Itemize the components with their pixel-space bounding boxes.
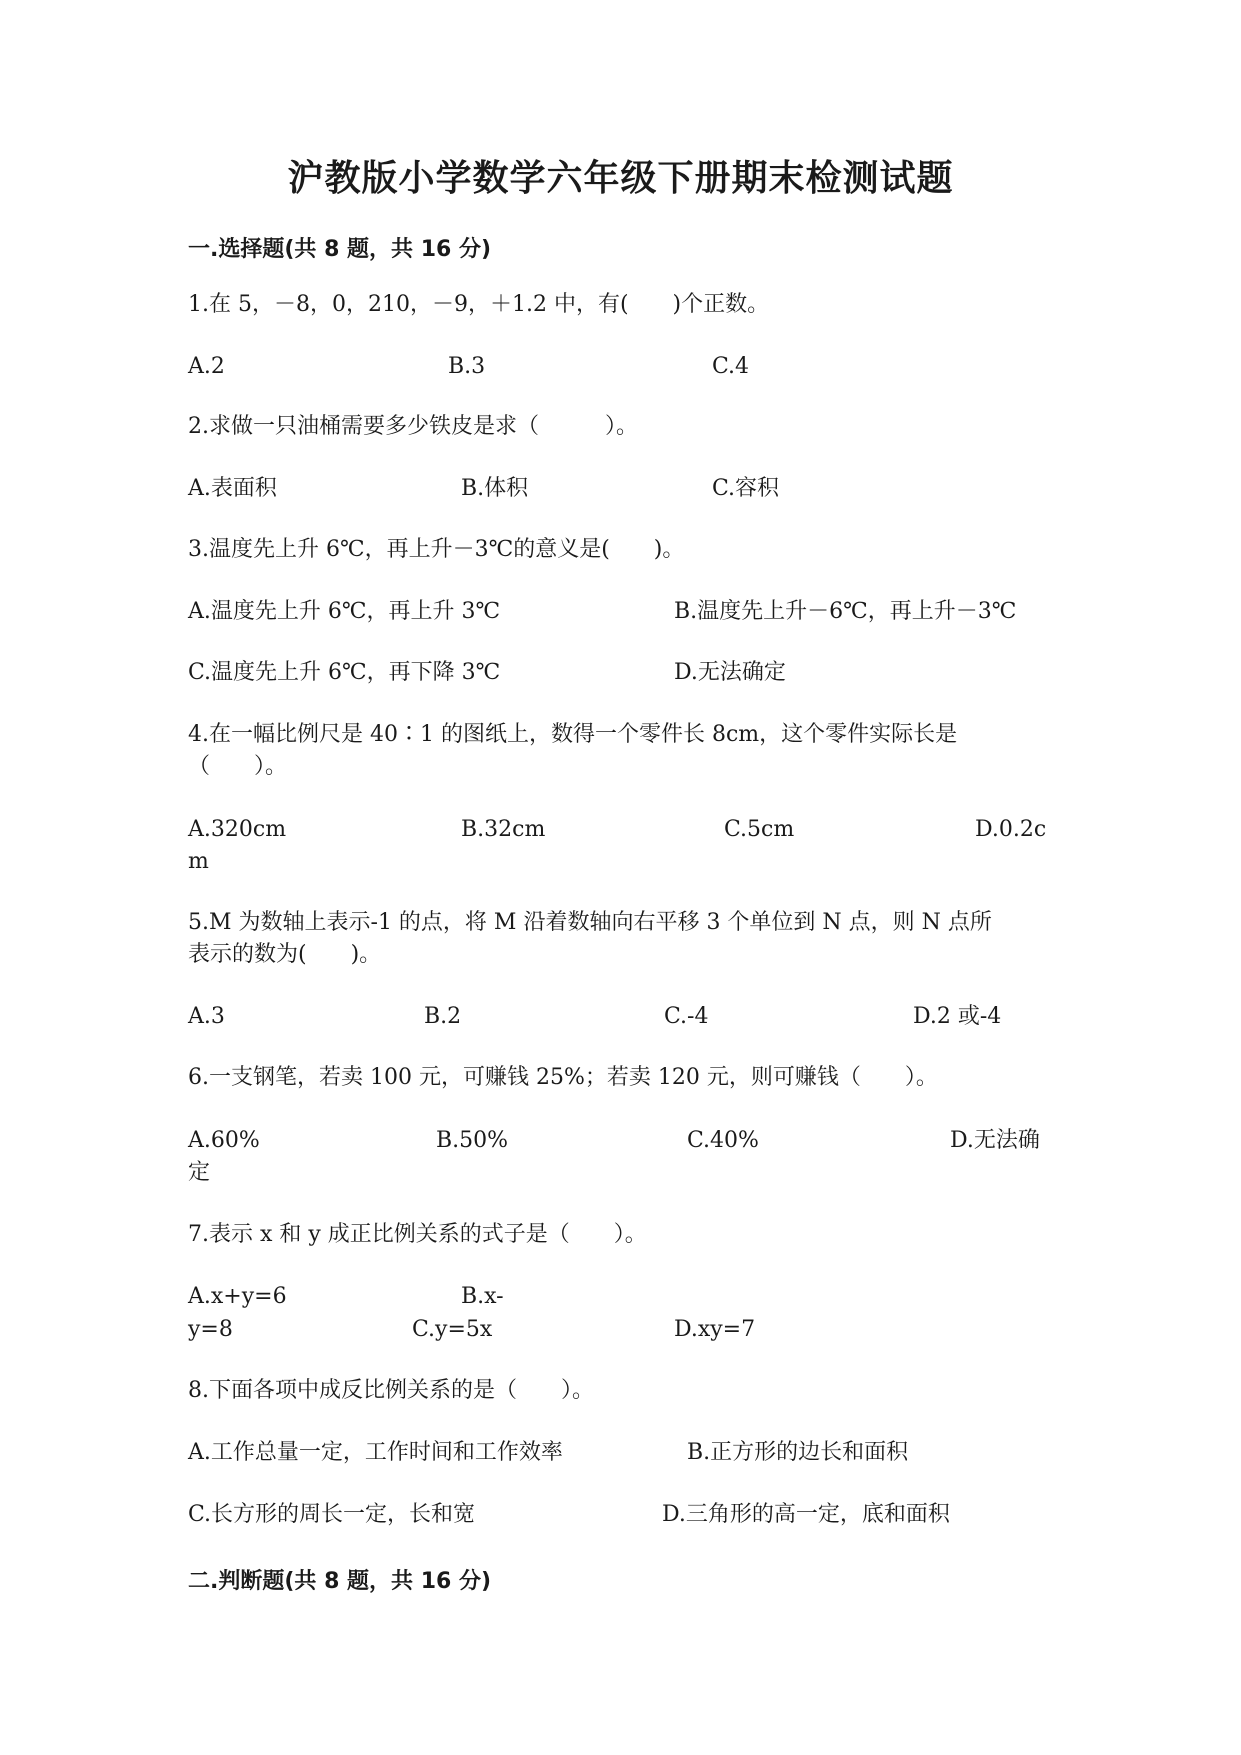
question-6-option-b: B.50% [436, 1128, 509, 1153]
question-1-stem: 1.在 5，－8，0，210，－9，＋1.2 中，有( )个正数。 [188, 292, 770, 317]
question-5-option-a: A.3 [188, 1004, 225, 1029]
section-heading-choice: 一.选择题(共 8 题，共 16 分) [188, 237, 492, 262]
question-7-option-d: D.xy=7 [674, 1317, 756, 1342]
question-3-option-d: D.无法确定 [674, 660, 786, 685]
section-heading-judgement: 二.判断题(共 8 题，共 16 分) [188, 1569, 492, 1594]
question-5-stem-line-1: 5.M 为数轴上表示-1 的点，将 M 沿着数轴向右平移 3 个单位到 N 点，则 N 点所 [188, 910, 992, 935]
question-2-option-a: A.表面积 [188, 476, 277, 501]
question-3-stem: 3.温度先上升 6℃，再上升－3℃的意义是( )。 [188, 537, 685, 562]
question-4-option-d-wrap: m [188, 849, 209, 874]
question-5-option-c: C.-4 [664, 1004, 709, 1029]
question-8-option-c: C.长方形的周长一定，长和宽 [188, 1502, 476, 1527]
question-4-option-a: A.320cm [188, 817, 287, 842]
question-3-option-a: A.温度先上升 6℃，再上升 3℃ [188, 599, 501, 624]
question-2-stem: 2.求做一只油桶需要多少铁皮是求（ ）。 [188, 414, 638, 439]
question-4-stem-line-1: 4.在一幅比例尺是 40∶1 的图纸上，数得一个零件长 8cm，这个零件实际长是 [188, 722, 958, 747]
question-8-stem: 8.下面各项中成反比例关系的是（ ）。 [188, 1378, 594, 1403]
question-8-option-b: B.正方形的边长和面积 [687, 1440, 909, 1465]
question-6-option-d-wrap: 定 [188, 1160, 211, 1185]
question-4-option-c: C.5cm [724, 817, 795, 842]
question-1-option-c: C.4 [712, 354, 750, 379]
question-4-option-b: B.32cm [461, 817, 546, 842]
question-5-stem-line-2: 表示的数为( )。 [188, 942, 382, 967]
question-3-option-b: B.温度先上升－6℃，再上升－3℃ [674, 599, 1017, 624]
question-2-option-c: C.容积 [712, 476, 780, 501]
page-title: 沪教版小学数学六年级下册期末检测试题 [287, 158, 954, 199]
question-5-option-b: B.2 [424, 1004, 462, 1029]
question-3-option-c: C.温度先上升 6℃，再下降 3℃ [188, 660, 501, 685]
question-4-stem-line-2: （ ）。 [188, 754, 288, 779]
question-1-option-a: A.2 [188, 354, 225, 379]
question-8-option-a: A.工作总量一定，工作时间和工作效率 [188, 1440, 563, 1465]
question-7-option-b: B.x- [461, 1284, 504, 1309]
question-5-option-d: D.2 或-4 [913, 1004, 1002, 1029]
question-4-option-d: D.0.2c [975, 817, 1047, 842]
question-2-option-b: B.体积 [461, 476, 529, 501]
question-8-option-d: D.三角形的高一定，底和面积 [662, 1502, 950, 1527]
question-7-stem: 7.表示 x 和 y 成正比例关系的式子是（ ）。 [188, 1222, 647, 1247]
question-7-option-c: C.y=5x [412, 1317, 493, 1342]
question-6-option-a: A.60% [188, 1128, 260, 1153]
question-6-stem: 6.一支钢笔，若卖 100 元，可赚钱 25%；若卖 120 元，则可赚钱（ ）。 [188, 1065, 938, 1090]
question-1-option-b: B.3 [448, 354, 486, 379]
question-7-option-b-wrap: y=8 [188, 1317, 233, 1342]
question-6-option-c: C.40% [687, 1128, 759, 1153]
question-7-option-a: A.x+y=6 [188, 1284, 287, 1309]
question-6-option-d: D.无法确 [950, 1128, 1040, 1153]
